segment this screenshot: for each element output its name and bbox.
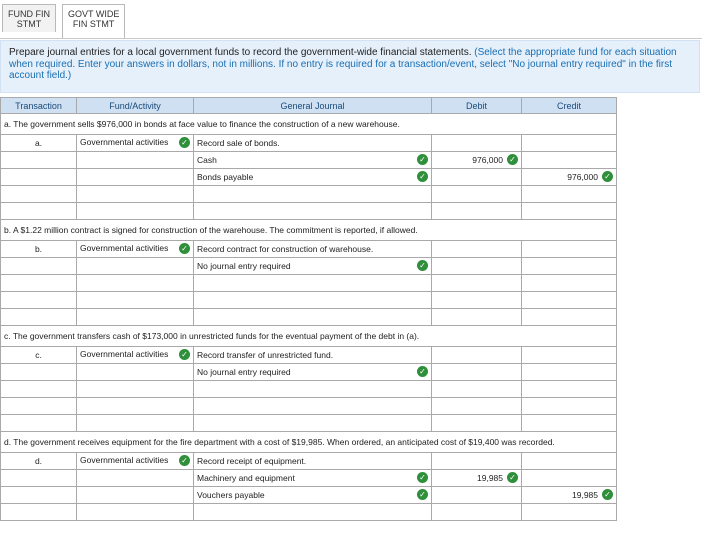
debit-value: 976,000 [472, 155, 503, 165]
header-transaction: Transaction [1, 98, 77, 114]
tab-divider [0, 38, 702, 39]
debit-input[interactable] [432, 415, 522, 432]
account-value: Cash [197, 155, 217, 165]
account-value: Vouchers payable [197, 490, 265, 500]
table-row [1, 504, 617, 521]
instructions-note: (Select the appropriate fund for each situation when required. Enter your answers in dollars, not in millions. If no entry is required for a transaction/event, select "No journal entry required" in the first account field.) [9, 47, 677, 81]
check-circle-icon: ✓ [417, 472, 428, 483]
account-select[interactable] [194, 364, 432, 381]
account-select[interactable] [194, 470, 432, 487]
debit-input[interactable] [432, 203, 522, 220]
table-row [1, 292, 617, 309]
credit-value: 976,000 [567, 172, 598, 182]
account-select[interactable] [194, 169, 432, 186]
debit-input[interactable] [432, 364, 522, 381]
account-select[interactable] [194, 381, 432, 398]
debit-input[interactable] [432, 292, 522, 309]
tab-govt-wide-fin-stmt[interactable] [62, 4, 125, 38]
transaction-label: b. [1, 241, 77, 258]
credit-input[interactable] [522, 152, 617, 169]
table-header [1, 98, 617, 114]
check-circle-icon: ✓ [602, 171, 613, 182]
credit-input[interactable] [522, 258, 617, 275]
fund-value: Governmental activities [80, 137, 169, 148]
memo-cell: Record contract for construction of warehouse. [194, 241, 432, 258]
credit-input[interactable] [522, 292, 617, 309]
credit-input[interactable] [522, 381, 617, 398]
credit-input[interactable] [522, 487, 617, 504]
header-journal: General Journal [194, 98, 432, 114]
account-value: No journal entry required [197, 261, 291, 271]
table-row [1, 135, 617, 152]
account-select[interactable] [194, 258, 432, 275]
account-select[interactable] [194, 292, 432, 309]
check-circle-icon: ✓ [507, 154, 518, 165]
account-select[interactable] [194, 275, 432, 292]
table-row [1, 241, 617, 258]
debit-input[interactable] [432, 258, 522, 275]
debit-input[interactable] [432, 309, 522, 326]
transaction-description: a. The government sells $976,000 in bonds at face value to finance the construction of a new warehouse. [1, 114, 617, 135]
credit-input[interactable] [522, 364, 617, 381]
credit-input[interactable] [522, 398, 617, 415]
account-value: No journal entry required [197, 367, 291, 377]
account-value: Bonds payable [197, 172, 254, 182]
credit-input[interactable] [522, 169, 617, 186]
table-row [1, 203, 617, 220]
tab-label-line2: STMT [16, 19, 42, 29]
check-circle-icon: ✓ [417, 171, 428, 182]
debit-input[interactable] [432, 169, 522, 186]
table-row [1, 398, 617, 415]
debit-input[interactable] [432, 381, 522, 398]
debit-input[interactable] [432, 186, 522, 203]
credit-input[interactable] [522, 470, 617, 487]
check-circle-icon: ✓ [179, 349, 190, 360]
check-circle-icon: ✓ [417, 489, 428, 500]
fund-select[interactable] [77, 241, 194, 258]
check-circle-icon: ✓ [417, 366, 428, 377]
table-row [1, 152, 617, 169]
account-select[interactable] [194, 398, 432, 415]
table-row [1, 169, 617, 186]
account-select[interactable] [194, 487, 432, 504]
check-circle-icon: ✓ [417, 260, 428, 271]
table-row [1, 309, 617, 326]
memo-cell: Record receipt of equipment. [194, 453, 432, 470]
fund-select[interactable] [77, 347, 194, 364]
table-row [1, 415, 617, 432]
tab-label-line2: FIN STMT [72, 19, 115, 29]
memo-cell: Record transfer of unrestricted fund. [194, 347, 432, 364]
table-row [1, 470, 617, 487]
table-row [1, 487, 617, 504]
fund-select[interactable] [77, 453, 194, 470]
tab-label-line1: FUND FIN [8, 9, 50, 19]
header-credit: Credit [522, 98, 617, 114]
credit-input[interactable] [522, 186, 617, 203]
check-circle-icon: ✓ [507, 472, 518, 483]
table-row [1, 347, 617, 364]
check-circle-icon: ✓ [179, 243, 190, 254]
fund-select[interactable] [77, 135, 194, 152]
credit-input[interactable] [522, 275, 617, 292]
table-row [1, 275, 617, 292]
check-circle-icon: ✓ [417, 154, 428, 165]
statement-tabs [2, 4, 125, 38]
table-row [1, 381, 617, 398]
debit-input[interactable] [432, 152, 522, 169]
transaction-label: d. [1, 453, 77, 470]
table-row [1, 258, 617, 275]
debit-input[interactable] [432, 398, 522, 415]
debit-input[interactable] [432, 470, 522, 487]
debit-input[interactable] [432, 487, 522, 504]
account-select[interactable] [194, 415, 432, 432]
fund-value: Governmental activities [80, 455, 169, 466]
account-select[interactable] [194, 186, 432, 203]
journal-table [0, 97, 617, 521]
tab-fund-fin-stmt[interactable] [2, 4, 56, 32]
account-select[interactable] [194, 309, 432, 326]
account-select[interactable] [194, 203, 432, 220]
credit-input[interactable] [522, 309, 617, 326]
check-circle-icon: ✓ [179, 455, 190, 466]
instructions-box [0, 40, 700, 93]
header-fund: Fund/Activity [77, 98, 194, 114]
account-select[interactable] [194, 152, 432, 169]
transaction-description: b. A $1.22 million contract is signed for construction of the warehouse. The commitment is reported, if allowed. [1, 220, 617, 241]
credit-input[interactable] [522, 504, 617, 521]
account-select[interactable] [194, 504, 432, 521]
check-circle-icon: ✓ [602, 489, 613, 500]
fund-value: Governmental activities [80, 349, 169, 360]
transaction-label: c. [1, 347, 77, 364]
debit-value: 19,985 [477, 473, 503, 483]
table-row [1, 364, 617, 381]
transaction-description: d. The government receives equipment for the fire department with a cost of $19,985. When ordered, an anticipated cost of $19,400 was recorded. [1, 432, 617, 453]
tab-label-line1: GOVT WIDE [68, 9, 120, 19]
credit-input[interactable] [522, 203, 617, 220]
transaction-label: a. [1, 135, 77, 152]
debit-input[interactable] [432, 275, 522, 292]
table-row [1, 453, 617, 470]
check-circle-icon: ✓ [179, 137, 190, 148]
account-value: Machinery and equipment [197, 473, 295, 483]
memo-cell: Record sale of bonds. [194, 135, 432, 152]
table-row [1, 186, 617, 203]
instructions-main: Prepare journal entries for a local government funds to record the government-wide financial statements. [9, 47, 472, 58]
debit-input[interactable] [432, 504, 522, 521]
credit-input[interactable] [522, 415, 617, 432]
fund-value: Governmental activities [80, 243, 169, 254]
header-debit: Debit [432, 98, 522, 114]
credit-value: 19,985 [572, 490, 598, 500]
transaction-description: c. The government transfers cash of $173,000 in unrestricted funds for the eventual payment of the debt in (a). [1, 326, 617, 347]
